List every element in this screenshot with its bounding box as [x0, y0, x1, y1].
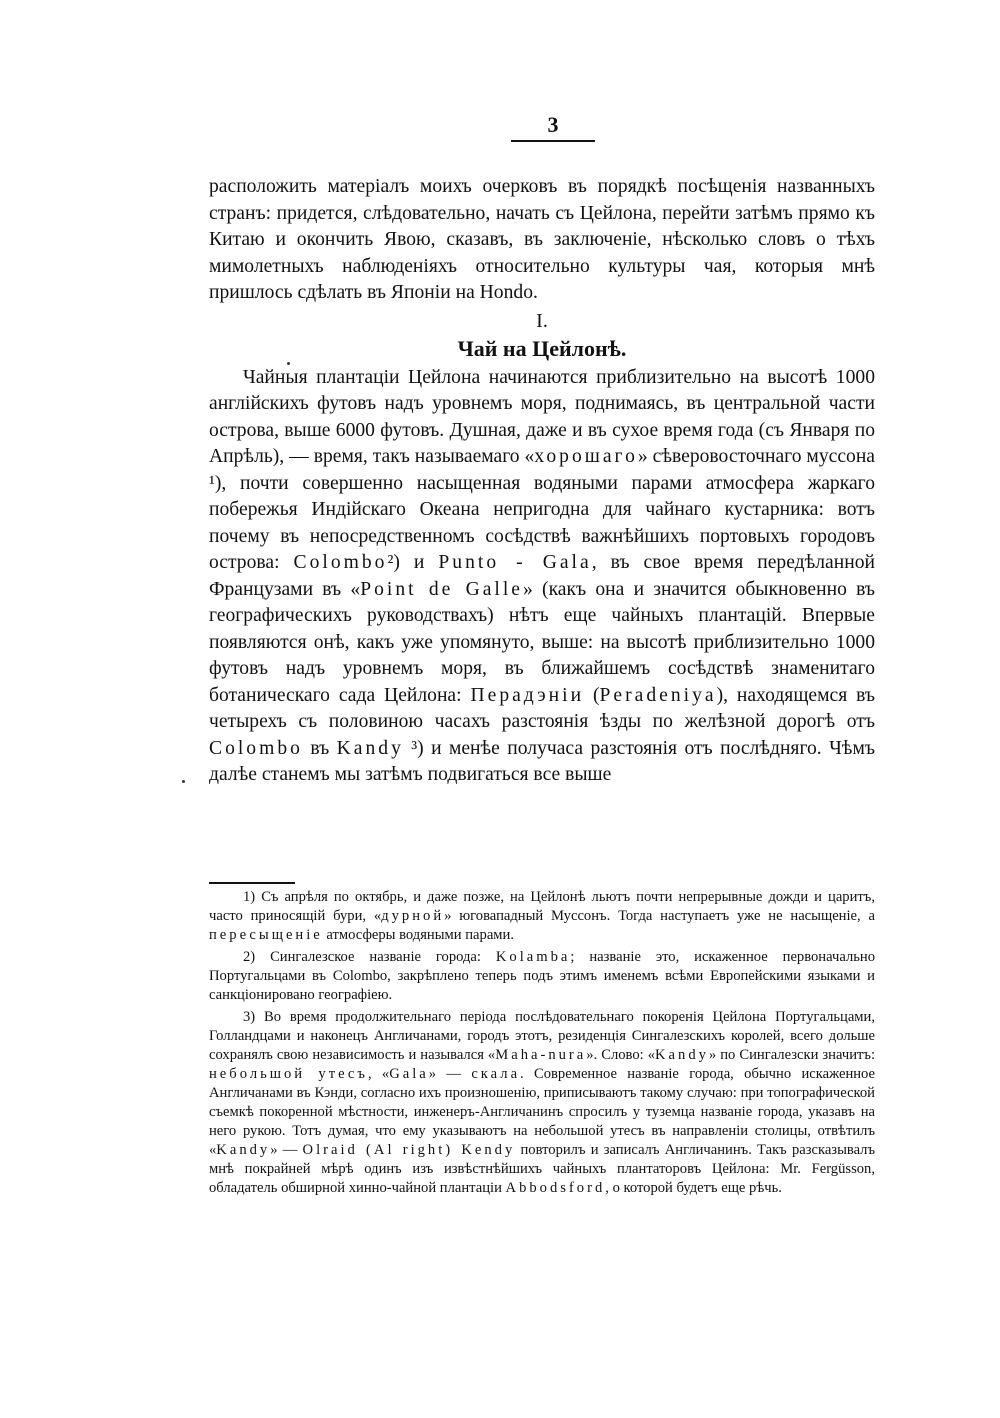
text-run: » —	[428, 1066, 472, 1082]
spaced-text: хорошаго	[534, 446, 638, 467]
text-run: ), находящемся въ четырехъ съ половиною часахъ разстоянія ѣзды по желѣзной дорогѣ отъ	[209, 684, 875, 732]
text-run: атмосферы водяными парами.	[322, 927, 514, 943]
text-run: . Современное названіе города, обычно искаженное Англичанами въ Кэнди, согласно ихъ произношенію, приписываютъ такому случаю: при топографической съемкѣ покоренной мѣстности, инженеръ-Англичанинъ спросилъ у туземца названіе города, указавъ на него рукою. Тотъ думая, что ему указываютъ на небольшой утесъ въ направленіи столицы, отвѣтилъ «	[209, 1066, 876, 1158]
footnote-1	[209, 888, 875, 945]
text-run: » по Сингалезски значитъ:	[708, 1047, 875, 1063]
spaced-text: Перадэніи	[470, 684, 585, 706]
text-run: ³) и менѣе получаса разстоянія отъ послѣдняго. Чѣмъ далѣе станемъ мы затѣмъ подвигаться все выше	[209, 737, 875, 785]
text-run: ; названіе это, искаженное первоначально Португальцами въ Colombo, закрѣплено теперь подъ этимъ именемъ всѣми Европейскими языками и санкціонировано географіею.	[209, 949, 875, 1003]
footnote-2	[209, 948, 875, 1005]
text-run: (	[584, 684, 600, 706]
section-title: Чай на Цейлонѣ.	[457, 335, 627, 361]
page-number: 3	[547, 112, 559, 137]
spaced-text: Gala	[389, 1066, 429, 1082]
footnote-rule	[209, 882, 295, 884]
spaced-text: Point de Galle	[360, 578, 524, 600]
text-run: ». Слово: «	[586, 1047, 655, 1063]
spaced-text: Abbodsford	[505, 1180, 606, 1196]
text-run: » —	[270, 1142, 303, 1158]
spaced-text: дурной	[381, 908, 445, 924]
scan-speck	[182, 780, 185, 783]
intro-paragraph: расположить матеріалъ моихъ очерковъ въ порядкѣ посѣщенія названныхъ странъ: придется, слѣдовательно, начать съ Цейлона, перейти затѣмъ прямо къ Китаю и окончить Явою, сказавъ, въ заключеніе, нѣсколько словъ о тѣхъ мимолетныхъ наблюденіяхъ относительно культуры чая, которыя мнѣ пришлось сдѣлать въ Японіи на Hondo.	[209, 176, 875, 303]
spaced-text: Maha-nura	[495, 1047, 587, 1063]
text-run: , въ свое время передѣланной Французами въ «	[209, 552, 875, 600]
spaced-text: Peradeniya	[599, 684, 717, 706]
text-run: , «	[367, 1066, 390, 1082]
spaced-text: Kandy	[216, 1142, 271, 1158]
spaced-text: Kolamba	[495, 949, 571, 965]
spaced-text: Colombo	[293, 552, 388, 573]
spaced-text: Kandy	[336, 737, 404, 759]
spaced-text: скала	[471, 1066, 521, 1082]
text-run: Чайныя плантаціи Цейлона начинаются приблизительно на высотѣ 1000 англійскихъ футовъ надъ уровнемъ моря, поднимаясь, въ центральной части острова, выше 6000 футовъ. Душная, даже и въ сухое время года (съ Января по Апрѣль), — время, такъ называемаго «	[209, 366, 875, 467]
spaced-text: небольшой утесъ	[209, 1066, 368, 1082]
spaced-text: Colombo	[209, 737, 303, 759]
text-run: 2) Сингалезское названіе города:	[243, 949, 496, 965]
spaced-text: пересыщеніе	[209, 927, 323, 943]
text-run: » (какъ она и значится обыкновенно въ географическихъ руководствахъ) нѣтъ еще чайныхъ плантацій. Впервые появляются онѣ, какъ уже упомянуто, выше: на высотѣ приблизительно 1000 футовъ надъ уровнемъ моря, въ ближайшемъ сосѣдствѣ знаменитаго ботаническаго сада Цейлона:	[209, 578, 875, 706]
text-run: » юговападный Муссонъ. Тогда наступаетъ уже не насыщеніе, а	[444, 908, 875, 924]
page-header	[511, 112, 595, 142]
text-run: повторилъ и записалъ Англичанинъ. Такъ разсказывалъ мнѣ покрайней мѣрѣ одинъ изъ извѣстнѣйшихъ чайныхъ плантаторовъ Цейлона: Mr. Fergüsson, обладатель обширной хинно-чайной плантаціи	[209, 1142, 876, 1196]
main-text	[209, 174, 875, 789]
spaced-text: Punto - Gala	[438, 552, 592, 573]
section-paragraph	[209, 365, 875, 789]
text-run: , о которой будетъ еще рѣчь.	[605, 1180, 782, 1196]
text-run: ²) и	[387, 552, 439, 573]
footnotes	[209, 888, 875, 1201]
text-run: 3) Во время продолжительнаго періода послѣдовательнаго покоренія Цейлона Португальцами, Голландцами и наконецъ Англичанами, городъ этотъ, резиденція Сингалезскихъ королей, всего дольше сохранялъ свою независимость и назывался «	[209, 1009, 875, 1063]
text-run: въ	[302, 737, 337, 759]
section-number: I.	[536, 309, 548, 332]
scan-speck	[287, 362, 290, 365]
text-run: 1) Съ апрѣля по октябрь, и даже позже, на Цейлонѣ льютъ почти непрерывные дожди и царитъ, часто приносящій бури, «	[209, 889, 875, 924]
spaced-text: Kandy	[655, 1047, 709, 1063]
spaced-text: Olraid (Al right) Kendy	[302, 1142, 516, 1158]
text-run: » сѣверовосточнаго муссона ¹), почти совершенно насыщенная водяными парами атмосфера жаркаго побережья Индійскаго Океана непригодна для чайнаго кустарника: вотъ почему въ непосредственномъ сосѣдствѣ важнѣйшихъ портовыхъ городовъ острова:	[209, 446, 876, 573]
header-rule	[511, 140, 595, 142]
footnote-3	[209, 1008, 875, 1198]
